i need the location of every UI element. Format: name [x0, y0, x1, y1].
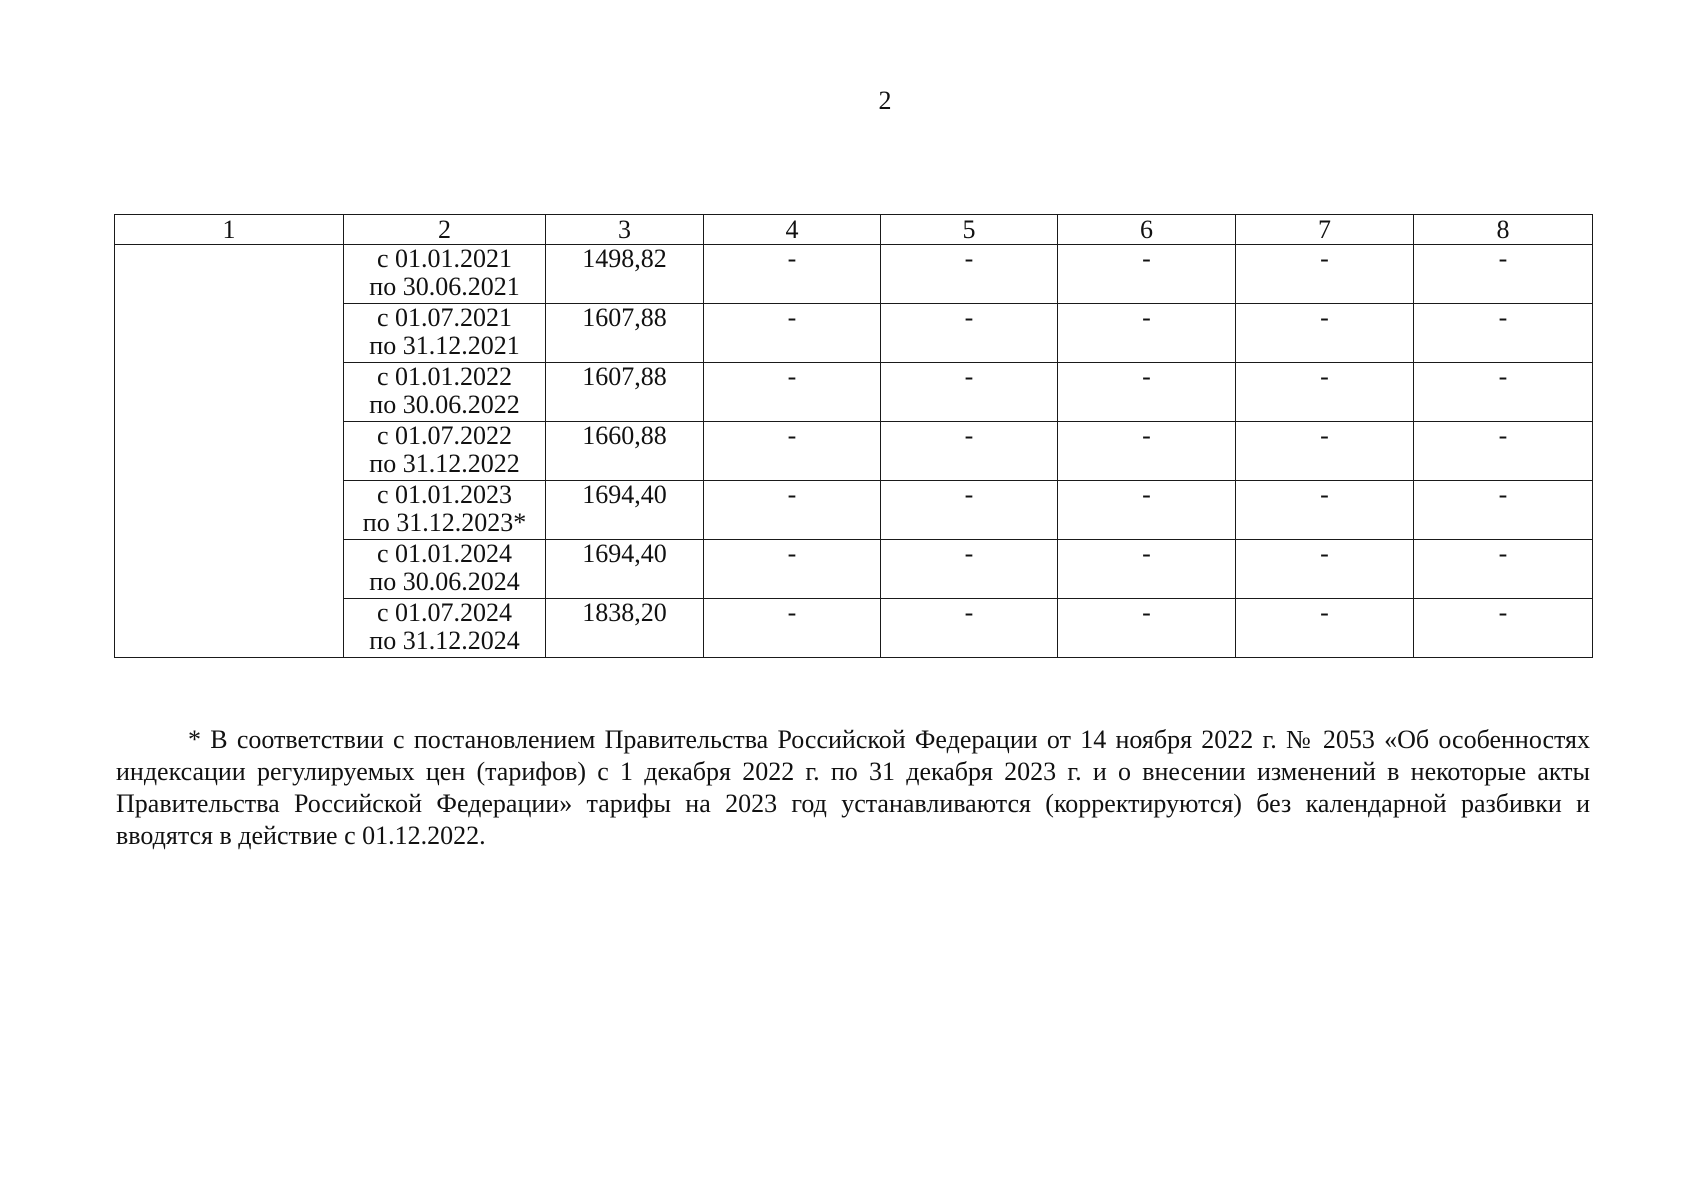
cell-col-5: - — [881, 540, 1058, 599]
footnote: * В соответствии с постановлением Правительства Российской Федерации от 14 ноября 2022 г. № 2053 «Об особенностях индексации регулируемых цен (тарифов) с 1 декабря 2022 г. по 31 декабря 2023 г. и о внесении изменений в некоторые акты Правительства Российской Федерации» тарифы на 2023 год устанавливаются (корректируются) без календарной разбивки и вводятся в действие с 01.12.2022. — [116, 725, 1590, 850]
period-from: с 01.01.2021 — [376, 244, 513, 273]
period-cell — [344, 599, 546, 658]
table-header — [115, 215, 1593, 245]
merged-empty-cell — [115, 245, 344, 658]
cell-col-5: - — [881, 481, 1058, 540]
column-header-5: 5 — [881, 215, 1058, 245]
cell-col-8: - — [1414, 304, 1593, 363]
cell-col-4: - — [704, 481, 881, 540]
tariff-value-cell: 1694,40 — [546, 481, 704, 540]
cell-col-8: - — [1414, 481, 1593, 540]
cell-col-5: - — [881, 599, 1058, 658]
period-from: с 01.01.2023 — [376, 480, 513, 509]
cell-col-6: - — [1058, 481, 1236, 540]
cell-col-6: - — [1058, 245, 1236, 304]
cell-col-7: - — [1236, 304, 1414, 363]
column-header-2: 2 — [344, 215, 546, 245]
cell-col-4: - — [704, 363, 881, 422]
period-to: по 31.12.2023* — [362, 508, 527, 537]
tariff-value-cell: 1607,88 — [546, 363, 704, 422]
column-header-7: 7 — [1236, 215, 1414, 245]
period-cell — [344, 422, 546, 481]
period-to: по 31.12.2022 — [369, 449, 520, 478]
tariff-value-cell: 1607,88 — [546, 304, 704, 363]
page-number: 2 — [878, 86, 892, 115]
period-cell — [344, 540, 546, 599]
cell-col-7: - — [1236, 481, 1414, 540]
header-row — [115, 215, 1593, 245]
cell-col-5: - — [881, 422, 1058, 481]
tariff-value-cell: 1660,88 — [546, 422, 704, 481]
period-cell — [344, 245, 546, 304]
period-to: по 30.06.2021 — [369, 272, 520, 301]
cell-col-6: - — [1058, 599, 1236, 658]
cell-col-5: - — [881, 304, 1058, 363]
table-body — [115, 245, 1593, 658]
column-header-4: 4 — [704, 215, 881, 245]
period-cell — [344, 363, 546, 422]
cell-col-8: - — [1414, 245, 1593, 304]
cell-col-8: - — [1414, 540, 1593, 599]
period-from: с 01.01.2022 — [376, 362, 513, 391]
cell-col-4: - — [704, 422, 881, 481]
cell-col-6: - — [1058, 540, 1236, 599]
tariff-table — [114, 214, 1593, 658]
period-to: по 30.06.2022 — [369, 390, 520, 419]
cell-col-8: - — [1414, 599, 1593, 658]
cell-col-7: - — [1236, 540, 1414, 599]
cell-col-8: - — [1414, 363, 1593, 422]
period-from: с 01.07.2021 — [376, 303, 513, 332]
period-to: по 31.12.2021 — [369, 331, 520, 360]
period-from: с 01.01.2024 — [376, 539, 513, 568]
cell-col-7: - — [1236, 245, 1414, 304]
cell-col-4: - — [704, 599, 881, 658]
cell-col-7: - — [1236, 599, 1414, 658]
cell-col-4: - — [704, 304, 881, 363]
cell-col-4: - — [704, 245, 881, 304]
column-header-8: 8 — [1414, 215, 1593, 245]
cell-col-7: - — [1236, 422, 1414, 481]
tariff-value-cell: 1838,20 — [546, 599, 704, 658]
cell-col-6: - — [1058, 304, 1236, 363]
period-from: с 01.07.2024 — [376, 598, 513, 627]
period-cell — [344, 481, 546, 540]
column-header-6: 6 — [1058, 215, 1236, 245]
column-header-1: 1 — [115, 215, 344, 245]
cell-col-6: - — [1058, 363, 1236, 422]
tariff-value-cell: 1498,82 — [546, 245, 704, 304]
cell-col-4: - — [704, 540, 881, 599]
cell-col-5: - — [881, 363, 1058, 422]
cell-col-7: - — [1236, 363, 1414, 422]
cell-col-6: - — [1058, 422, 1236, 481]
column-header-3: 3 — [546, 215, 704, 245]
period-from: с 01.07.2022 — [376, 421, 513, 450]
tariff-value-cell: 1694,40 — [546, 540, 704, 599]
period-cell — [344, 304, 546, 363]
cell-col-8: - — [1414, 422, 1593, 481]
cell-col-5: - — [881, 245, 1058, 304]
period-to: по 30.06.2024 — [369, 567, 520, 596]
table-row — [115, 245, 1593, 304]
period-to: по 31.12.2024 — [369, 626, 520, 655]
